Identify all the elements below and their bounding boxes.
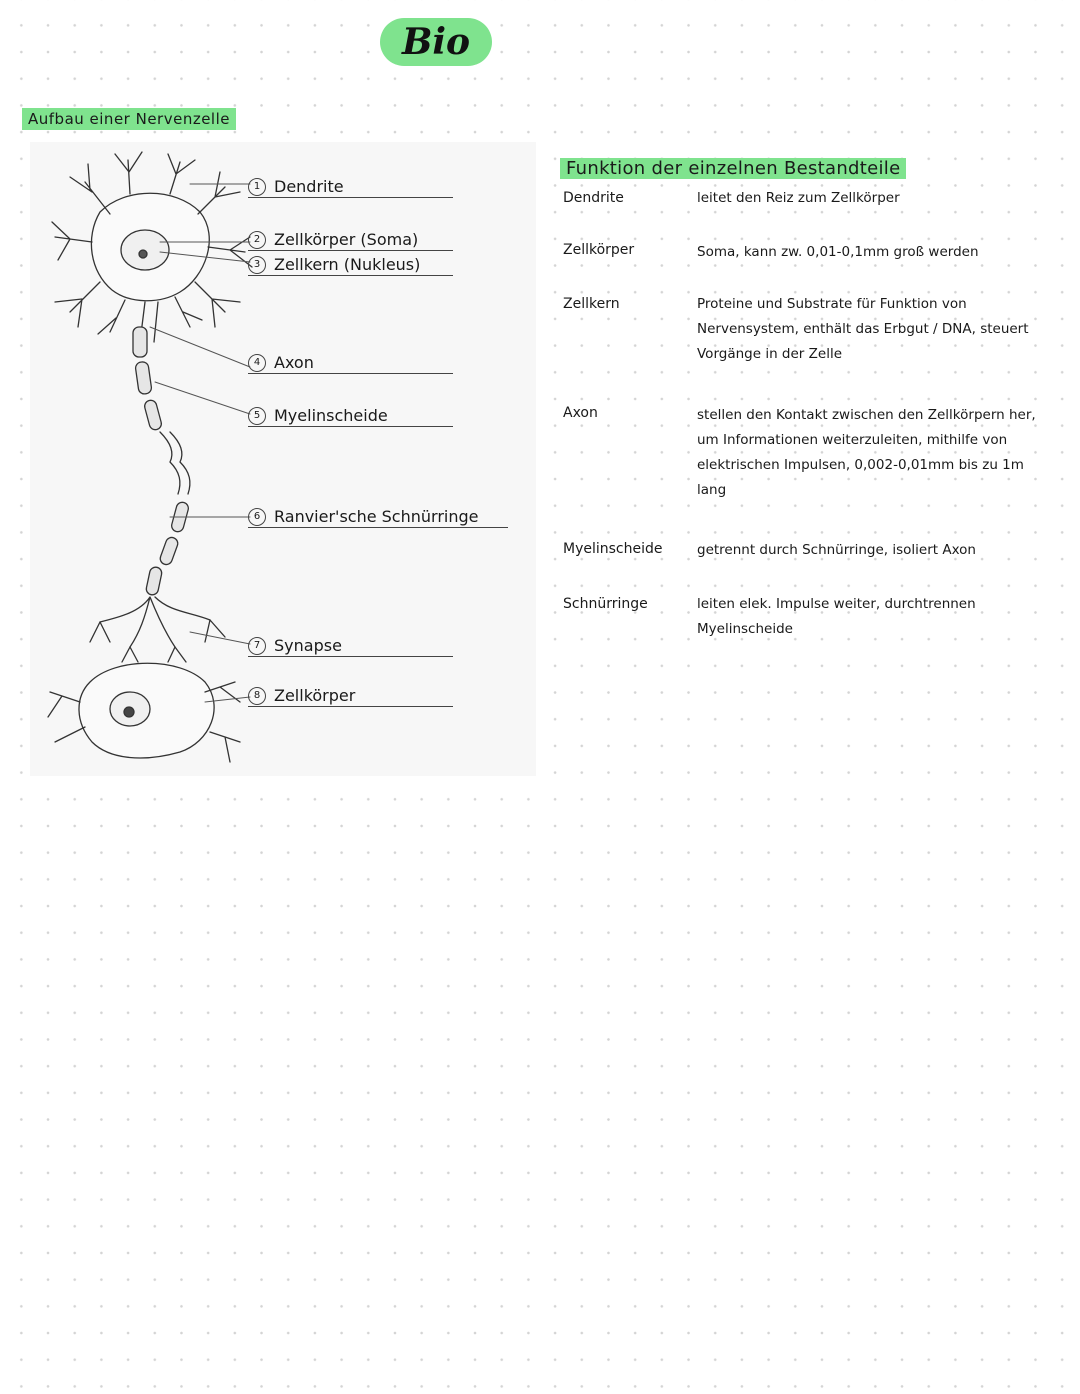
label-text: Myelinscheide: [274, 406, 388, 425]
desc-nucleus: Proteine und Substrate für Funktion von Nervensystem, enthält das Erbgut / DNA, steuert Vorgänge in der Zelle: [697, 296, 1029, 362]
term-dendrite: Dendrite: [563, 190, 624, 206]
term-axon: Axon: [563, 405, 598, 421]
label-text: Axon: [274, 353, 314, 372]
desc-axon: stellen den Kontakt zwischen den Zellkörpern her, um Informationen weiterzuleiten, mithilfe von elektrischen Impulsen, 0,002-0,01mm bis zu 1m lang: [697, 407, 1036, 498]
label-number: 1: [248, 178, 266, 196]
label-number: 2: [248, 231, 266, 249]
term-myelin: Myelinscheide: [563, 541, 663, 557]
label-number: 8: [248, 687, 266, 705]
label-text: Zellkörper (Soma): [274, 230, 419, 249]
desc-soma: Soma, kann zw. 0,01-0,1mm groß werden: [697, 244, 979, 260]
term-nodes: Schnürringe: [563, 596, 648, 612]
term-soma: Zellkörper: [563, 242, 635, 258]
label-number: 6: [248, 508, 266, 526]
label-text: Synapse: [274, 636, 342, 655]
label-soma: [248, 229, 453, 251]
section-heading: Aufbau einer Nervenzelle: [22, 108, 236, 130]
label-number: 5: [248, 407, 266, 425]
label-number: 7: [248, 637, 266, 655]
label-text: Ranvier'sche Schnürringe: [274, 507, 479, 526]
label-ranvier: [248, 506, 508, 528]
desc-nodes: leiten elek. Impulse weiter, durchtrennen Myelinscheide: [697, 596, 976, 637]
label-text: Zellkörper: [274, 686, 356, 705]
label-nucleus: [248, 254, 453, 276]
functions-heading: Funktion der einzelnen Bestandteile: [560, 158, 906, 179]
label-text: Dendrite: [274, 177, 344, 196]
label-soma-2: [248, 685, 453, 707]
page-title: Bio: [380, 18, 492, 66]
desc-dendrite: leitet den Reiz zum Zellkörper: [697, 190, 900, 206]
term-nucleus: Zellkern: [563, 296, 620, 312]
label-axon: [248, 352, 453, 374]
label-dendrite: [248, 176, 453, 198]
desc-myelin: getrennt durch Schnürringe, isoliert Axon: [697, 542, 976, 558]
label-synapse: [248, 635, 453, 657]
label-number: 3: [248, 256, 266, 274]
label-number: 4: [248, 354, 266, 372]
label-text: Zellkern (Nukleus): [274, 255, 421, 274]
label-myelin: [248, 405, 453, 427]
